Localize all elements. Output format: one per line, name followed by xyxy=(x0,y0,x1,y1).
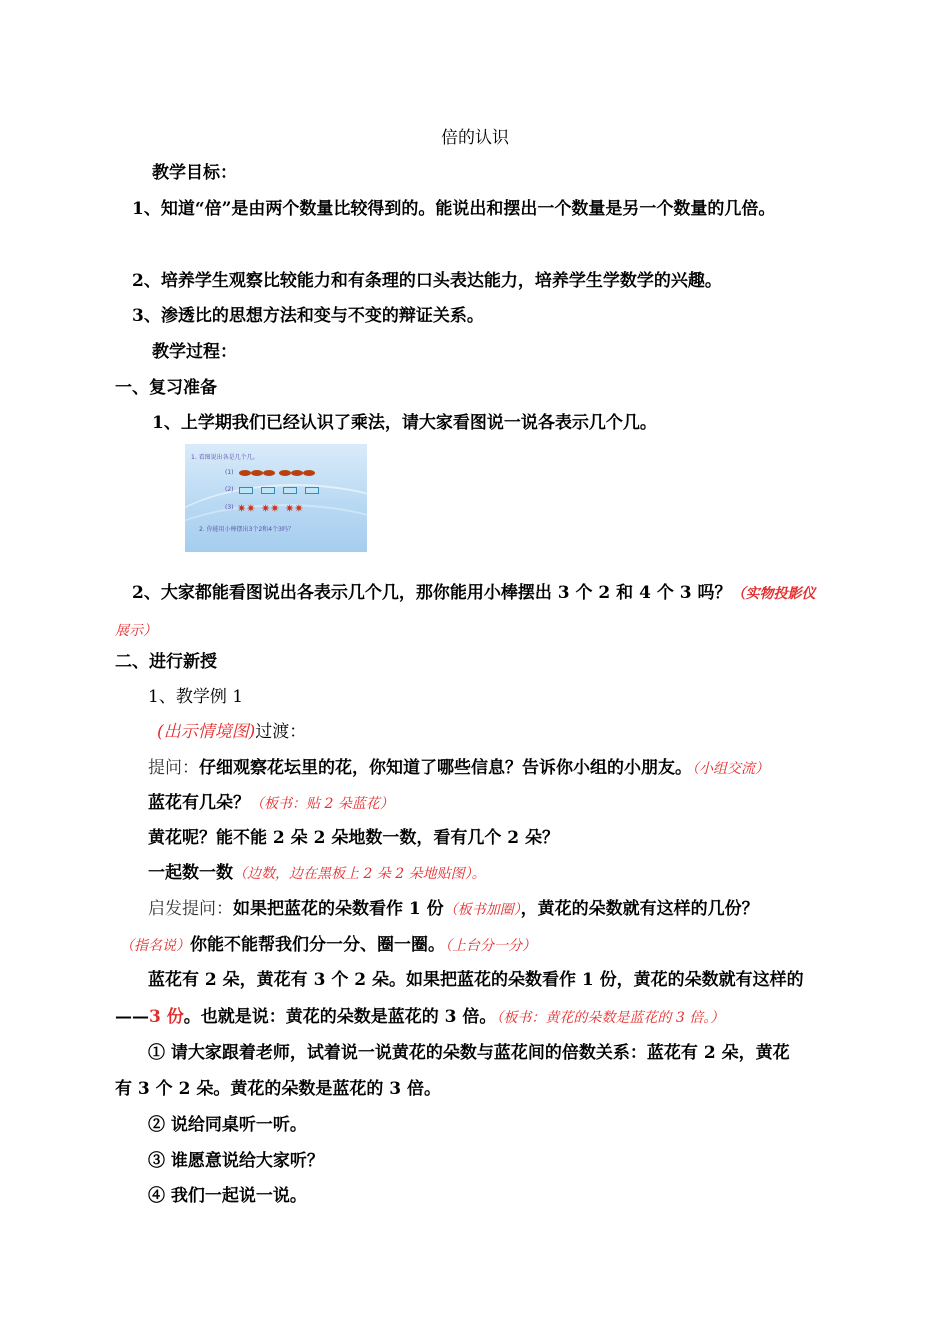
goals-heading: 教学目标： xyxy=(152,163,237,183)
ask-text: 仔细观察花坛里的花，你知道了哪些信息？告诉你小组的小朋友。 xyxy=(199,758,692,778)
slide-line-2: 2. 你能用小棒摆出3个2和4个3吗？ xyxy=(199,526,294,533)
oval-icon xyxy=(251,470,263,476)
oval-icon xyxy=(279,470,291,476)
inspire-line: 启发提问：如果把蓝花的朵数看作 1 份（板书加圈），黄花的朵数就有这样的几份？ xyxy=(148,899,759,919)
section-2-heading: 二、进行新授 xyxy=(115,652,217,672)
box-icon xyxy=(261,487,275,494)
question-line xyxy=(148,757,769,780)
document-title: 倍的认识 xyxy=(441,128,509,148)
ask-label: 提问： xyxy=(148,758,199,778)
section-1-heading: 一、复习准备 xyxy=(115,378,217,398)
review-slide-image xyxy=(185,444,367,552)
count-note: （边数，边在黑板上 2 朵 2 朵地贴图）。 xyxy=(233,866,486,882)
slide-line-1: 1. 看图说出各是几个几。 xyxy=(191,454,259,461)
goal-1: 1、知道“倍”是由两个数量比较得到的。能说出和摆出一个数量是另一个数量的几倍。 xyxy=(132,199,776,219)
point-line: （指名说）你能不能帮我们分一分、圈一圈。（上台分一分） xyxy=(120,935,536,955)
scene-transition xyxy=(157,721,306,743)
board-note: （板书：黄花的朵数是蓝花的 3 倍。） xyxy=(496,1010,725,1026)
paragraph-1-line-2: ——3 份。也就是说：黄花的朵数是蓝花的 3 倍。（板书：黄花的朵数是蓝花的 3 倍。） xyxy=(115,1007,725,1027)
star-pair-icon: ✷✷ xyxy=(285,502,304,515)
step-4: ④ 我们一起说一说。 xyxy=(148,1186,307,1206)
inspire-label: 启发提问： xyxy=(148,899,233,919)
oval-icon xyxy=(303,470,315,476)
paragraph-1-line-1: 蓝花有 2 朵，黄花有 3 个 2 朵。如果把蓝花的朵数看作 1 份，黄花的朵数就有这样的 xyxy=(148,970,804,990)
slide-label-3: (3) xyxy=(225,504,234,511)
box-icon xyxy=(283,487,297,494)
count-line: 一起数一数（边数，边在黑板上 2 朵 2 朵地贴图）。 xyxy=(148,863,486,883)
item-2-note: （实物投影仪 xyxy=(731,586,816,602)
inspire-note: （板书加圈） xyxy=(443,902,521,918)
item-2-note-continued: 展示） xyxy=(115,623,157,639)
slide-label-1: (1) xyxy=(225,469,234,476)
item-2-main: 2、大家都能看图说出各表示几个几，那你能用小棒摆出 3 个 2 和 4 个 3 吗？ xyxy=(132,583,732,603)
section-1-item-1: 1、上学期我们已经认识了乘法，请大家看图说一说各表示几个几。 xyxy=(152,413,657,433)
star-pair-icon: ✷✷ xyxy=(261,502,280,515)
slide-label-2: (2) xyxy=(225,486,234,493)
point-note: （指名说） xyxy=(120,938,190,954)
transition-label: 过渡： xyxy=(255,722,307,742)
yellow-question: 黄花呢？能不能 2 朵 2 朵地数一数，看有几个 2 朵？ xyxy=(148,828,559,848)
example-1-heading: 1、教学例 1 xyxy=(148,687,244,707)
goal-3: 3、渗透比的思想方法和变与不变的辩证关系。 xyxy=(132,306,484,326)
blue-question: 蓝花有几朵？（板书：贴 2 朵蓝花） xyxy=(148,793,394,813)
goal-2: 2、培养学生观察比较能力和有条理的口头表达能力，培养学生学数学的兴趣。 xyxy=(132,271,722,291)
show-scene-note: (出示情境图) xyxy=(157,722,256,742)
step-1-line-2: 有 3 个 2 朵。黄花的朵数是蓝花的 3 倍。 xyxy=(115,1079,441,1099)
oval-icon xyxy=(291,470,303,476)
box-icon xyxy=(305,487,319,494)
blue-note: （板书：贴 2 朵蓝花） xyxy=(250,796,394,812)
step-3: ③ 谁愿意说给大家听？ xyxy=(148,1151,324,1171)
star-pair-icon: ✷✷ xyxy=(237,502,256,515)
three-parts-highlight: 3 份 xyxy=(149,1007,184,1027)
ask-note: （小组交流） xyxy=(692,761,769,777)
box-icon xyxy=(239,487,253,494)
oval-icon xyxy=(263,470,275,476)
oval-icon xyxy=(239,470,251,476)
process-heading: 教学过程： xyxy=(152,342,237,362)
step-2: ② 说给同桌听一听。 xyxy=(148,1115,307,1135)
stage-note: （上台分一分） xyxy=(445,938,536,954)
section-1-item-2 xyxy=(132,582,816,605)
step-1-line-1: ① 请大家跟着老师，试着说一说黄花的朵数与蓝花间的倍数关系：蓝花有 2 朵，黄花 xyxy=(148,1043,790,1063)
